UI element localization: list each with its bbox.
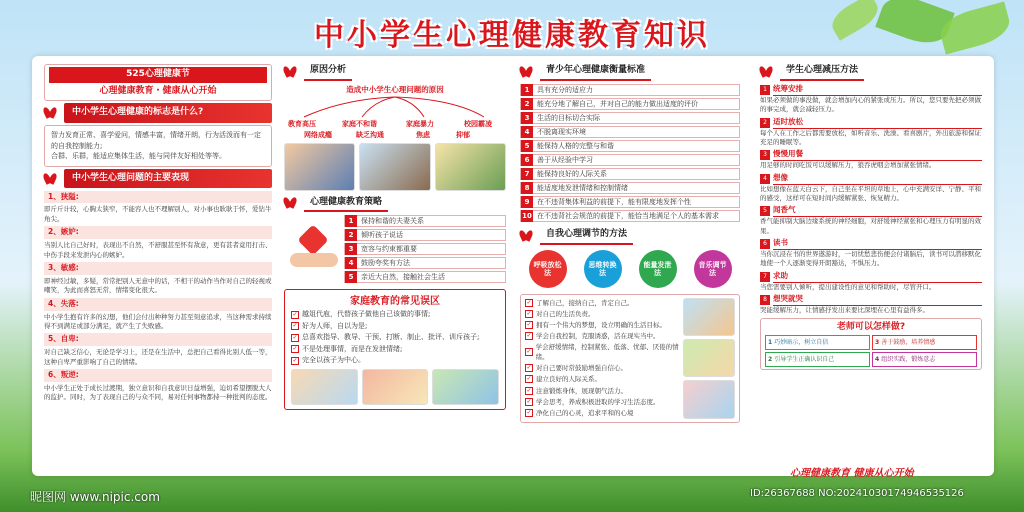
mistakes-title: 家庭教育的常见误区 — [350, 296, 440, 308]
watermark-right: ID:26367688 NO:20241030174946535126 — [750, 488, 964, 499]
self-item: ✓ 学会舒缓情绪，控制紧张、低落、忧郁、厌倦的情绪。 — [526, 343, 679, 362]
title-area — [0, 10, 1024, 54]
teacher-item: 2 引导学生正确认识自己 — [765, 352, 870, 367]
self-title: 自我心理调节的方法 — [540, 227, 633, 245]
cause-item: 家庭不和谐 — [342, 120, 377, 129]
festival-title: 525心理健康节 — [49, 67, 267, 83]
footer-slogan: 心理健康教育 健康从心开始 — [790, 468, 914, 479]
teacher-item: 1 巧妙暗示，树立自信 — [765, 335, 870, 350]
standard-item: 10 在不违背社会规范的前提下，能恰当地满足个人的基本需求 — [520, 210, 740, 222]
standard-item: 7 能保持良好的人际关系 — [520, 168, 740, 180]
standard-item: 9 在不违背集体利益的前提下，能有限度地发挥个性 — [520, 196, 740, 208]
relief-title: 学生心理减压方法 — [780, 63, 864, 81]
standard-item: 1 具有充分的适应力 — [520, 84, 740, 96]
issue-heading: 4、失落: — [44, 298, 272, 311]
mistake-images — [291, 369, 499, 405]
cause-item: 网络成瘾 — [304, 131, 332, 140]
issue-heading: 5、自卑: — [44, 333, 272, 346]
self-item: ✓ 拥有一个伟大的梦想，设立明确的生活目标。 — [526, 321, 666, 330]
cause-item: 抑郁 — [456, 131, 470, 140]
issues-title: 中小学生心理问题的主要表现 — [64, 169, 272, 189]
teacher-item: 4 组织实践，锻炼意志 — [872, 352, 977, 367]
issue-text: 中小学生正处于成长过渡期，独立意识和自我意识日益增强，迫切希望摆脱大人的监护。同时，为了表现自己的与众不同，易对任何事物都持一种批判的态度。 — [44, 383, 272, 402]
column-1 — [44, 64, 272, 472]
column-2 — [284, 64, 506, 472]
festival-slogan: 心理健康教育・健康从心开始 — [99, 85, 217, 96]
self-item: ✓ 学会自我控制，克服诱惑，活在现实当中。 — [526, 332, 660, 341]
cause-title: 原因分析 — [304, 63, 352, 81]
strategy-title: 心理健康教育策略 — [304, 195, 388, 213]
self-methods — [520, 250, 740, 288]
method-circle: 音乐调节法 — [694, 250, 732, 288]
mistakes-card — [284, 289, 506, 410]
standard-item: 8 能适度地发泄情绪和控制情绪 — [520, 182, 740, 194]
issue-heading: 2、嫉妒: — [44, 226, 272, 239]
relief-method-heading: 4 想像 — [760, 173, 982, 185]
issues-heading — [44, 171, 272, 187]
relief-method-text: 用足够的时间吃饭可以缓解压力，狼吞虎咽会增加紧张情绪。 — [760, 161, 936, 170]
strategy-heading — [284, 195, 506, 211]
strategy-item: 2 倾听孩子说话 — [344, 229, 506, 241]
flame-icon — [284, 197, 300, 209]
sign-title: 中小学生心理健康的标志是什么? — [64, 103, 272, 123]
relief-method-text: 香气能抑制大脑边缘系统的神经细胞，对舒缓神经紧张和心理压力有明显的效果。 — [760, 217, 981, 235]
mistake-item: ✓ 完全以孩子为中心。 — [292, 356, 365, 365]
relief-method-heading: 6 读书 — [760, 238, 982, 250]
relief-method-text: 每个人在工作之后都需要放松，如听音乐、洗澡、看喜剧片，外出旅游和保证充足的睡眠等。 — [760, 128, 981, 147]
relief-list — [760, 84, 982, 315]
illustration-image — [683, 298, 735, 336]
cause-subtitle: 造成中小学生心理问题的原因 — [346, 85, 444, 94]
relief-method-text: 当你沉浸在书的世界遨游时，一切忧愁悲伤便会付诸脑后，读书可以潜移默化地使一个人逐渐变得开朗豁达，不惧压力。 — [760, 250, 981, 268]
cause-item: 校园霸凌 — [464, 120, 492, 129]
flame-icon — [520, 230, 536, 242]
self-item: ✓ 净化自己的心灵，追求平和的心境 — [526, 408, 634, 417]
strategy-item: 4 鼓励夸奖有方法 — [344, 257, 506, 269]
illustration-image — [683, 339, 735, 377]
standard-heading — [520, 64, 740, 80]
relief-method-heading: 3 慢慢用餐 — [760, 149, 982, 161]
teacher-card — [760, 318, 982, 370]
standard-title: 青少年心理健康衡量标准 — [540, 63, 651, 81]
strategy-item: 3 宽容与约束都重要 — [344, 243, 506, 255]
issue-text: 即斤斤计较，心胸太狭窄，不能容人也不理解别人，对小事也耿耿于怀，爱钻牛角尖。 — [44, 205, 272, 223]
cause-tree — [284, 95, 506, 139]
festival-card — [44, 64, 272, 101]
illustration-image — [359, 143, 430, 191]
illustration-image — [284, 143, 355, 191]
column-3 — [520, 64, 740, 472]
mistake-item: ✓ 总喜欢指导、教导、干预、打断、制止、批评、训斥孩子; — [292, 333, 480, 342]
cause-heading — [284, 64, 506, 80]
page-title: 中小学生心理健康教育知识 — [314, 18, 710, 53]
heart-hands-icon — [284, 215, 344, 279]
flame-icon — [44, 107, 60, 119]
strategy-block — [284, 215, 506, 285]
self-item: ✓ 建立良好的人际关系。 — [526, 375, 601, 384]
self-list — [525, 298, 683, 419]
teacher-grid — [765, 335, 977, 367]
flame-icon — [760, 66, 776, 78]
sign-item: 智力发育正常、喜学爱问，情感丰富，情绪开朗，行为活泼而有一定的自我控制能力; — [51, 131, 261, 150]
column-4 — [760, 64, 982, 472]
standard-item: 2 能充分地了解自己，并对自己的能力做出适度的评价 — [520, 98, 740, 110]
method-circle: 呼吸放松法 — [529, 250, 567, 288]
illustration-image — [362, 369, 429, 405]
relief-method-text: 如果必须做的事没做，就会增加内心的紧张或压力。所以，您只要先把必须做的事完成，就会减轻压力。 — [760, 95, 981, 114]
issue-text: 对自己缺乏信心，无论是学习上，还是在生活中，总把自己看得比别人低一等，这种自卑严重影响了自己的情绪。 — [44, 348, 272, 366]
sign-card — [44, 125, 272, 167]
cause-item: 焦虑 — [416, 131, 430, 140]
cause-item: 教育高压 — [288, 120, 316, 129]
illustration-image — [291, 369, 358, 405]
self-item: ✓ 了解自己，接纳自己，肯定自己。 — [526, 299, 634, 307]
standard-item: 4 不脱离现实环境 — [520, 126, 740, 138]
cause-item: 家庭暴力 — [406, 120, 434, 129]
relief-method-text: 哭能缓解压力，让情感抒发出来要比深埋在心里有益得多。 — [760, 306, 929, 315]
strategy-item: 1 保持和谐的夫妻关系 — [344, 215, 506, 227]
relief-heading — [760, 64, 982, 80]
issues-list — [44, 191, 272, 403]
teacher-item: 3 善于鼓励，培养情感 — [872, 335, 977, 350]
strategy-list — [344, 215, 506, 285]
cause-item: 缺乏沟通 — [356, 131, 384, 140]
self-images — [683, 298, 735, 419]
issue-heading: 6、叛逆: — [44, 369, 272, 382]
mistake-item: ✓ 好为人师，自以为是; — [292, 321, 368, 330]
relief-method-text: 当您需要别人倾听，提出建设性的意见和帮助时，尽管开口。 — [760, 282, 936, 291]
self-item: ✓ 对自己要时常鼓励增强自信心。 — [526, 364, 627, 373]
mistake-item: ✓ 不是处理事情，而是在发泄情绪; — [292, 344, 403, 353]
issue-text: 中小学生抱有许多的幻想，他们会付出种种努力甚至刻意追求，当这种需求持续得不到满足或部分满足，就产生了失败感。 — [44, 312, 272, 330]
method-circle: 思维转换法 — [584, 250, 622, 288]
relief-method-heading: 2 适时放松 — [760, 117, 982, 129]
flame-icon — [520, 66, 536, 78]
standard-item: 3 生活的目标切合实际 — [520, 112, 740, 124]
self-item: ✓ 注意锻炼身体，展现朝气活力。 — [526, 386, 627, 395]
issue-text: 当别人比自己好时，表现出不自然，不舒服甚至怀有敌意，更有甚者竟用打击、中伤手段来发泄内心的嫉妒。 — [44, 241, 272, 259]
relief-method-heading: 1 统筹安排 — [760, 84, 982, 96]
method-circle: 能量发泄法 — [639, 250, 677, 288]
illustration-image — [432, 369, 499, 405]
standard-list — [520, 84, 740, 222]
teacher-title: 老师可以怎样做? — [836, 322, 906, 333]
strategy-item: 5 亲近大自然，接触社会生活 — [344, 271, 506, 283]
illustration-image — [435, 143, 506, 191]
self-item: ✓ 学会思考，养成积极进取的学习生活态度。 — [526, 397, 660, 406]
illustration-image — [683, 380, 735, 418]
relief-method-heading: 5 闻香气 — [760, 205, 982, 217]
self-item: ✓ 对自己的生活负责。 — [526, 310, 595, 319]
issue-text: 即神经过敏，多疑，常常把别人无意中的话，不相干的动作当作对自己的轻视或嘲笑，为此而喜怒无常，情绪变化很大。 — [44, 276, 272, 295]
relief-method-heading: 8 想哭就哭 — [760, 294, 982, 306]
flame-icon — [44, 173, 60, 185]
mistake-item: ✓ 越俎代庖，代替孩子做他自己该做的事情; — [292, 310, 431, 319]
standard-item: 5 能保持人格的完整与和谐 — [520, 140, 740, 152]
flame-icon — [284, 66, 300, 78]
issue-heading: 1、狭隘: — [44, 191, 272, 204]
relief-method-text: 比如想像在蓝天白云下，自己坐在平坦的草地上，心中充满安详、宁静、平和的感受，这样可在短时间内缓解紧张、恢复精力。 — [760, 184, 981, 203]
relief-method-heading: 7 求助 — [760, 271, 982, 283]
self-card — [520, 294, 740, 423]
issue-heading: 3、敏感: — [44, 262, 272, 275]
sign-item: 合群、乐群，能适应集体生活，能与同伴友好相处等等。 — [51, 152, 226, 160]
cause-images — [284, 143, 506, 191]
standard-item: 6 善于从经验中学习 — [520, 154, 740, 166]
self-heading — [520, 228, 740, 244]
watermark-left: 昵图网 www.nipic.com — [30, 490, 160, 504]
sign-heading — [44, 105, 272, 121]
